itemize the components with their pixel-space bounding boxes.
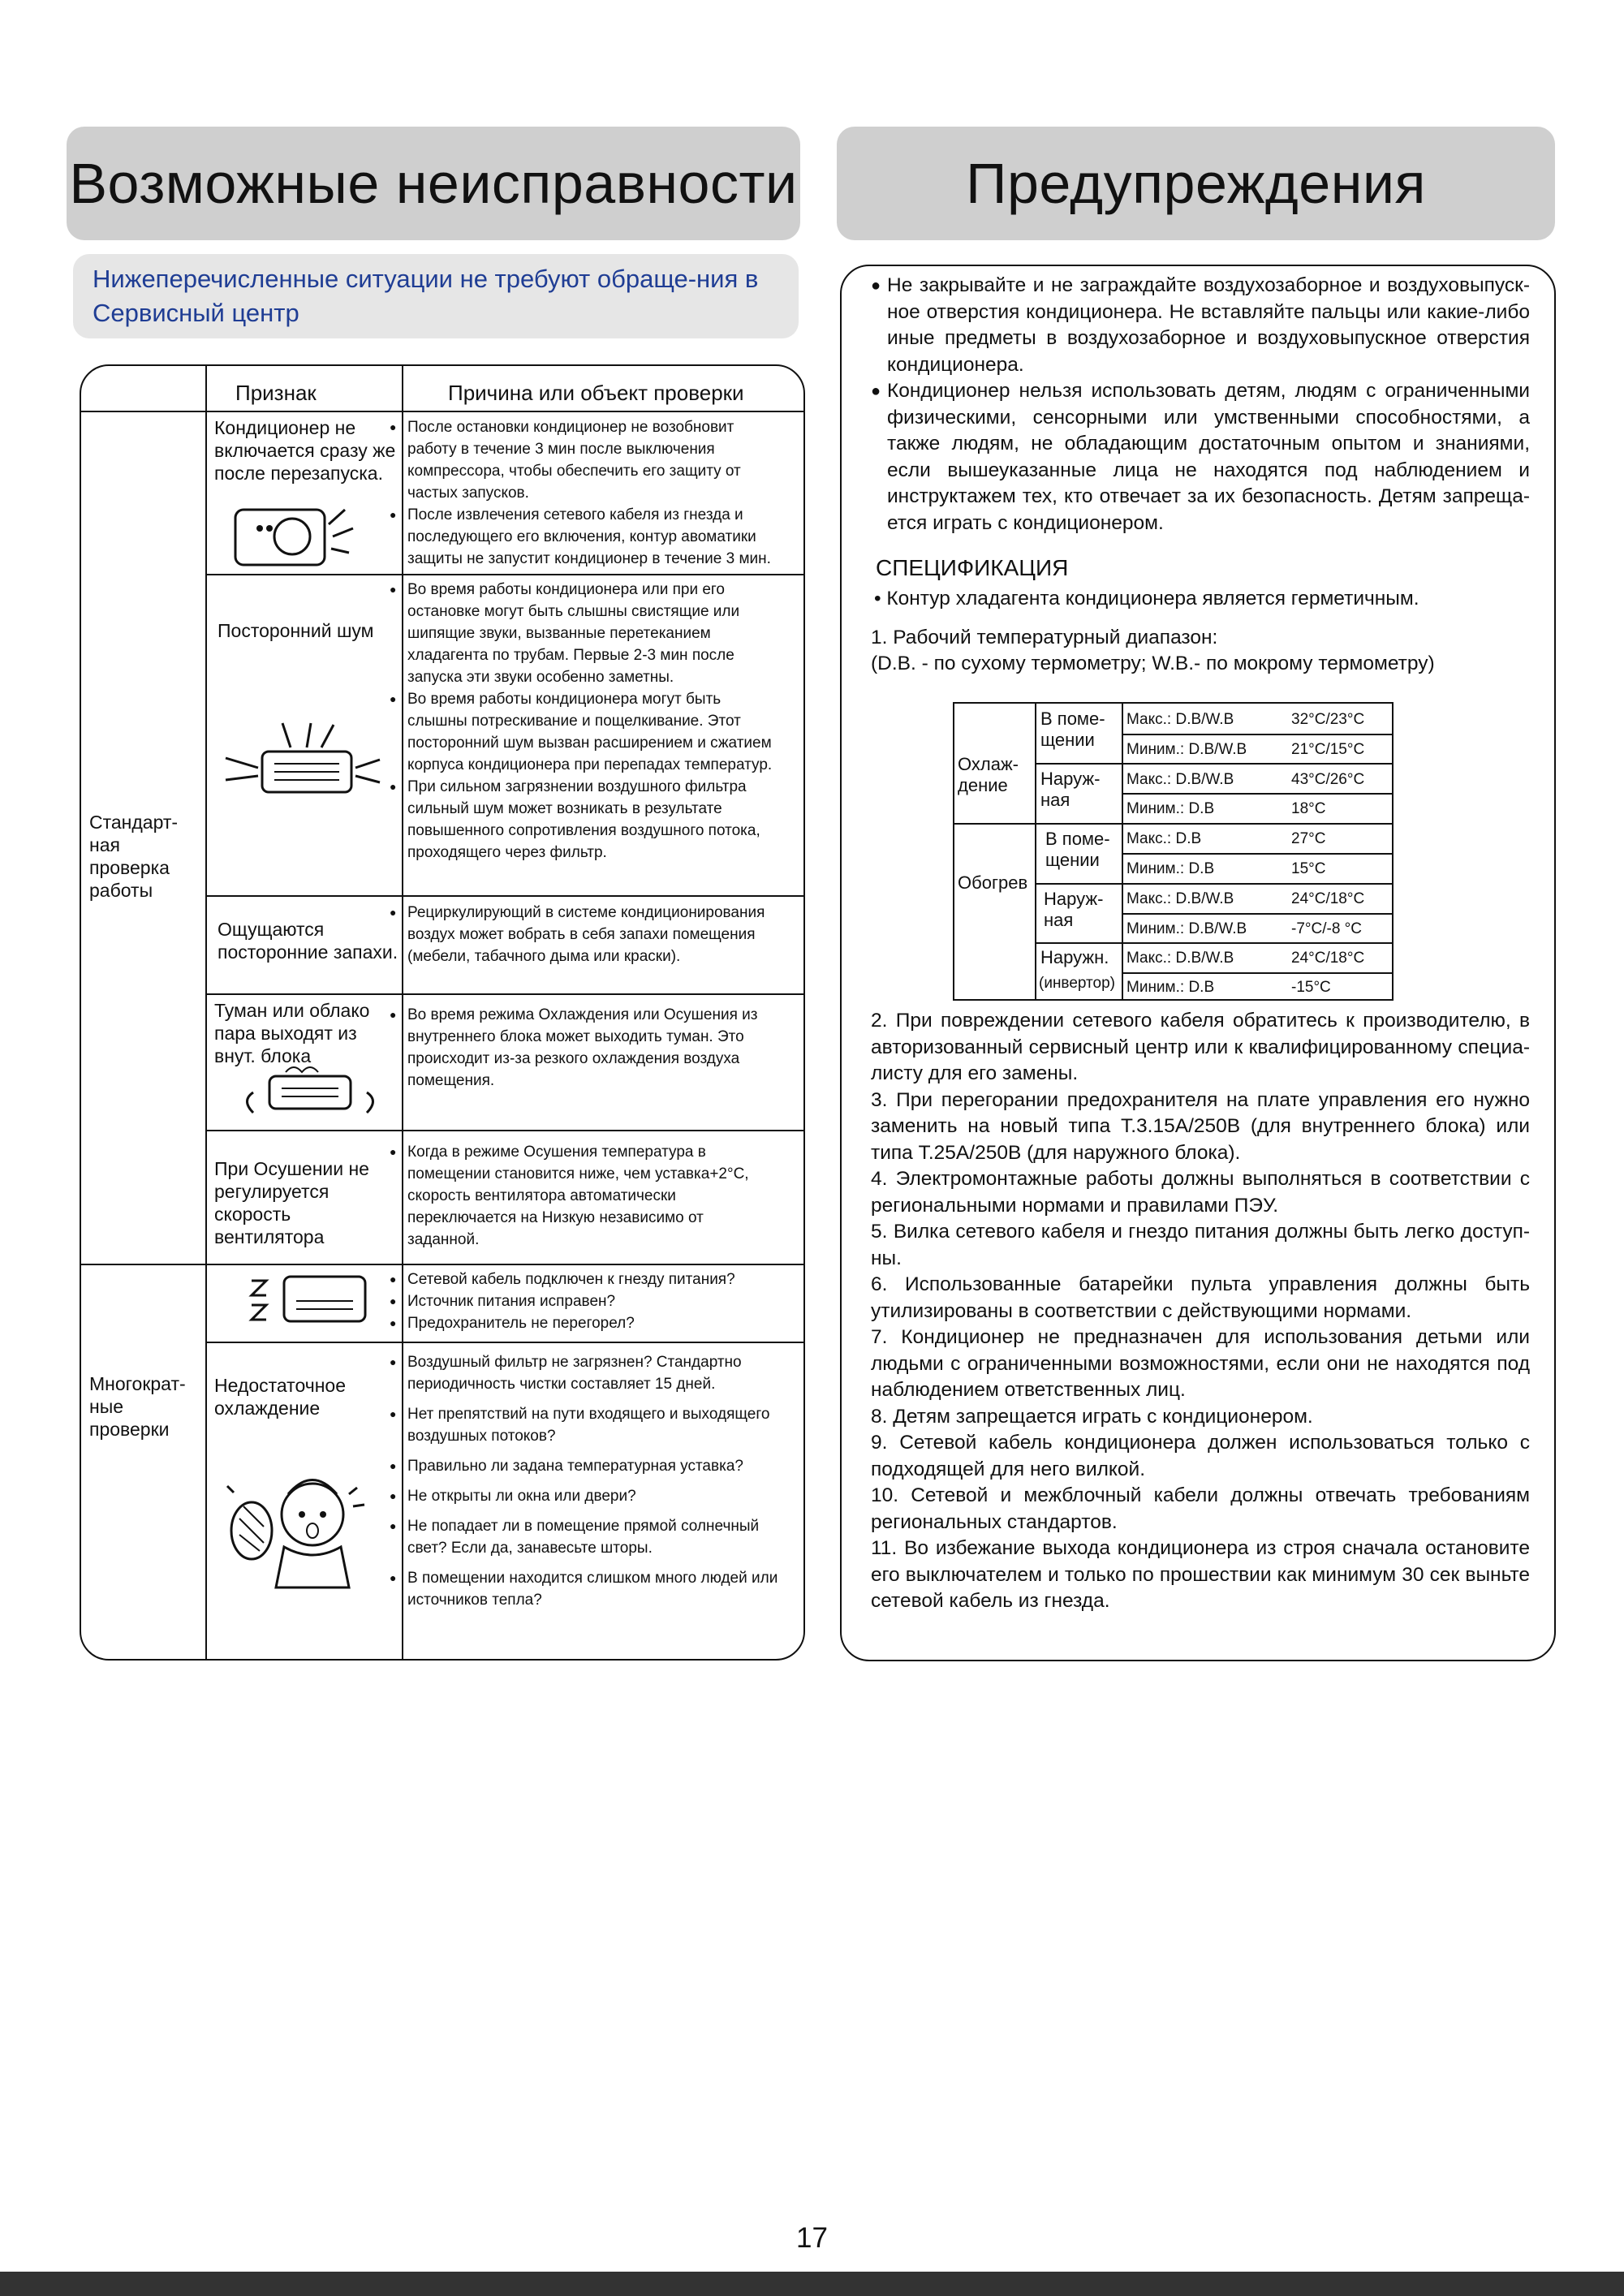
spec-label: Миним.: D.B/W.B <box>1126 741 1247 758</box>
warnings-list <box>871 273 1530 536</box>
warning-item: ● Не закрывайте и не заграждайте воздухозаборное и воздуховыпуск-ное отверстия кондиционера. Не вставляйте пальцы или какие-либо иные предметы в воздухозаборное и воздуховыпускное отверстия кондиционера. <box>871 273 1530 378</box>
table-divider <box>205 895 803 897</box>
cause-item: ● Рециркулирующий в системе кондиционирования воздух может вобрать в себя запахи помещения (мебели, табачного дыма или краски). <box>390 902 779 967</box>
spec-divider <box>1122 793 1392 795</box>
causes-insufficient-cooling <box>390 1351 779 1611</box>
numbered-list <box>871 1008 1530 1615</box>
symptom-smell: Ощущаются посторонние запахи. <box>218 919 398 963</box>
spec-label: Макс.: D.B/W.B <box>1126 890 1234 907</box>
spec-label: Миним.: D.B <box>1126 800 1215 817</box>
numbered-item: 7. Кондиционер не предназначен для использования детьми или людьми с ограниченными возможностями, если они не находятся под наблюдением ответственных лиц. <box>871 1326 1530 1401</box>
symptom-noise: Посторонний шум <box>218 620 374 641</box>
numbered-item: 6. Использованные батарейки пульта управления должны быть утилизированы в соответствии с действующими нормами. <box>871 1273 1530 1322</box>
spec-divider <box>1035 883 1392 885</box>
cause-item: ● Во время работы кондиционера могут быть слышны потрескивание и пощелкивание. Этот посторонний шум вызван расширением и сжатием корпуса кондиционера при перепадах температур. <box>390 688 779 776</box>
cause-item: ● Сетевой кабель подключен к гнезду питания? <box>390 1269 779 1290</box>
spec-divider <box>1035 942 1392 944</box>
numbered-item: 10. Сетевой и межблочный кабели должны отвечать требованиям региональных стандартов. <box>871 1484 1530 1533</box>
page-bottom-edge <box>0 2272 1624 2296</box>
spec-label: Макс.: D.B/W.B <box>1126 771 1234 788</box>
cause-item: ● Воздушный фильтр не загрязнен? Стандартно периодичность чистки составляет 15 дней. <box>390 1351 779 1395</box>
cause-item: ● В помещении находится слишком много людей или источников тепла? <box>390 1567 779 1611</box>
warnings-title: Предупреждения <box>837 127 1555 240</box>
causes-dry-fan <box>390 1141 779 1251</box>
page-number: 17 <box>796 2222 828 2254</box>
spec-place: В поме-щении <box>1045 829 1110 870</box>
spec-divider <box>1122 972 1392 974</box>
spec-cooling-label: Охлаж-дение <box>958 754 1019 795</box>
spec-value: 43°C/26°C <box>1291 771 1365 788</box>
troubleshooting-table <box>80 364 805 1661</box>
category-multiple: Многократ-ные проверки <box>89 1373 186 1440</box>
table-divider <box>205 1130 803 1131</box>
numbered-item: 3. При перегорании предохранителя на плате управления его нужно заменить на новый типа Т.3.15А/250В (для внутреннего блока) или типа Т.25А/250В (для наружного блока). <box>871 1088 1530 1164</box>
hot-person-illustration <box>219 1470 381 1592</box>
spec-value: 15°C <box>1291 860 1326 877</box>
spec-place: (инвертор) <box>1039 975 1115 992</box>
mist-unit-illustration <box>237 1060 383 1125</box>
cause-item: ● Правильно ли задана температурная уставка? <box>390 1455 779 1477</box>
spec-value: -15°C <box>1291 979 1331 996</box>
spec-divider <box>1035 704 1036 999</box>
cause-item: ● Нет препятствий на пути входящего и выходящего воздушных потоков? <box>390 1403 779 1447</box>
col-header-symptom: Признак <box>235 381 317 405</box>
noisy-unit-illustration <box>218 719 384 800</box>
spec-value: 18°C <box>1291 800 1326 817</box>
table-divider <box>205 411 803 412</box>
spec-divider <box>1122 913 1392 915</box>
spec-label: Миним.: D.B/W.B <box>1126 920 1247 937</box>
spec-value: 24°C/18°C <box>1291 890 1365 907</box>
spec-value: 21°C/15°C <box>1291 741 1365 758</box>
table-divider <box>205 574 803 575</box>
symptom-restart: Кондиционер не включается сразу же после перезапуска. <box>214 417 396 484</box>
spec-sealed: • Контур хладагента кондиционера является герметичным. <box>874 588 1419 610</box>
spec-divider <box>1122 853 1392 855</box>
numbered-item: 11. Во избежание выхода кондиционера из строя сначала остановите его выключателем и только по прошествии как минимум 30 сек выньте сетевой кабель из гнезда. <box>871 1537 1530 1612</box>
table-divider <box>205 993 803 995</box>
cause-item: ● После остановки кондиционер не возобновит работу в течение 3 мин после выключения компрессора, чтобы обеспечить его защиту от частых запусков. <box>390 416 779 504</box>
table-divider <box>205 1342 803 1343</box>
cause-item: ● Когда в режиме Осушения температура в помещении становится ниже, чем уставка+2°С, скорость вентилятора автоматически переключается на Низкую независимо от заданной. <box>390 1141 779 1251</box>
spec-place: Наруж-ная <box>1044 889 1104 930</box>
cause-item: ● При сильном загрязнении воздушного фильтра сильный шум может возникать в результате повышенного сопротивления воздушного потока, проходящего через фильтр. <box>390 776 779 864</box>
spec-divider <box>1035 763 1392 765</box>
cause-item: ● После извлечения сетевого кабеля из гнезда и последующего его включения, контур авоматики защиты не запустит кондиционер в течение 3 мин. <box>390 504 779 570</box>
spec-place: Наруж-ная <box>1040 769 1101 810</box>
causes-noise <box>390 579 779 864</box>
spec-value: 24°C/18°C <box>1291 950 1365 967</box>
numbered-item: 8. Детям запрещается играть с кондиционером. <box>871 1405 1313 1428</box>
cause-item: ● Во время работы кондиционера или при его остановке могут быть слышны свистящие или шипящие звуки, вызванные перетеканием хладагента по трубам. Первые 2-3 мин после запуска эти звуки особенно заметны. <box>390 579 779 688</box>
troubleshooting-title: Возможные неисправности <box>67 127 800 240</box>
unit-restart-illustration <box>227 492 365 569</box>
spec-range-title: 1. Рабочий температурный диапазон: <box>871 627 1218 648</box>
spec-title: СПЕЦИФИКАЦИЯ <box>876 555 1069 580</box>
spec-value: 32°C/23°C <box>1291 711 1365 728</box>
spec-heating-label: Обогрев <box>958 872 1028 893</box>
spec-divider <box>1122 704 1123 999</box>
table-divider <box>81 1264 803 1265</box>
spec-label: Миним.: D.B <box>1126 860 1215 877</box>
numbered-item: 9. Сетевой кабель кондиционера должен использоваться только с подходящей для него вилкой. <box>871 1432 1530 1480</box>
category-standard: Стандарт-ная проверка работы <box>89 812 179 901</box>
spec-value: -7°C/-8 °C <box>1291 920 1362 937</box>
spec-divider <box>954 823 1392 825</box>
spec-label: Макс.: D.B <box>1126 830 1202 847</box>
cause-item: ● Предохранитель не перегорел? <box>390 1312 779 1334</box>
causes-no-power <box>390 1269 779 1334</box>
cause-item: ● Источник питания исправен? <box>390 1290 779 1312</box>
spec-range-note: (D.B. - по сухому термометру; W.B.- по мокрому термометру) <box>871 653 1435 674</box>
warning-item: ● Кондиционер нельзя использовать детям, людям с ограниченными физическими, сенсорными или умственными способностями, а также людям, не обладающим достаточным опытом и знаниями, если вышеуказанные лица не находятся под наблюдением и инструктажем тех, кто отвечает за их безопасность. Детям запреща-ется играть с кондиционером. <box>871 378 1530 536</box>
numbered-item: 2. При повреждении сетевого кабеля обратитесь к производителю, в авторизованный сервисный центр или к квалифицированному специа-листу для его замены. <box>871 1010 1530 1084</box>
table-divider <box>81 411 205 412</box>
cause-item: ● Не попадает ли в помещение прямой солнечный свет? Если да, занавесьте шторы. <box>390 1515 779 1559</box>
spec-value: 27°C <box>1291 830 1326 847</box>
symptom-insufficient-cooling: Недостаточное охлаждение <box>214 1375 346 1419</box>
symptom-dry-fan: При Осушении не регулируется скорость вентилятора <box>214 1158 369 1247</box>
spec-place: В поме-щении <box>1040 709 1105 750</box>
numbered-item: 5. Вилка сетевого кабеля и гнездо питания должны быть легко доступ-ны. <box>871 1221 1530 1269</box>
spec-place: Наружн. <box>1040 947 1109 967</box>
col-header-cause: Причина или объект проверки <box>448 381 744 405</box>
spec-divider <box>1122 734 1392 735</box>
cause-item: ● Не открыты ли окна или двери? <box>390 1485 779 1507</box>
causes-restart <box>390 416 779 570</box>
spec-temperature-table <box>953 702 1394 1001</box>
spec-label: Миним.: D.B <box>1126 979 1215 996</box>
cause-item: ● Во время режима Охлаждения или Осушения из внутреннего блока может выходить туман. Это происходит из-за резкого охлаждения воздуха помещения. <box>390 1004 779 1092</box>
table-divider <box>205 366 207 1659</box>
warnings-box <box>840 265 1556 1661</box>
causes-smell <box>390 902 779 967</box>
service-note: Нижеперечисленные ситуации не требуют обраще-ния в Сервисный центр <box>73 254 799 338</box>
spec-label: Макс.: D.B/W.B <box>1126 711 1234 728</box>
symptom-mist: Туман или облако пара выходят из внут. блока <box>214 1000 370 1066</box>
numbered-item: 4. Электромонтажные работы должны выполняться в соответствии с региональными нормами и правилами ПЭУ. <box>871 1168 1530 1217</box>
causes-mist <box>390 1004 779 1092</box>
sleeping-unit-illustration <box>243 1269 381 1337</box>
spec-label: Макс.: D.B/W.B <box>1126 950 1234 967</box>
